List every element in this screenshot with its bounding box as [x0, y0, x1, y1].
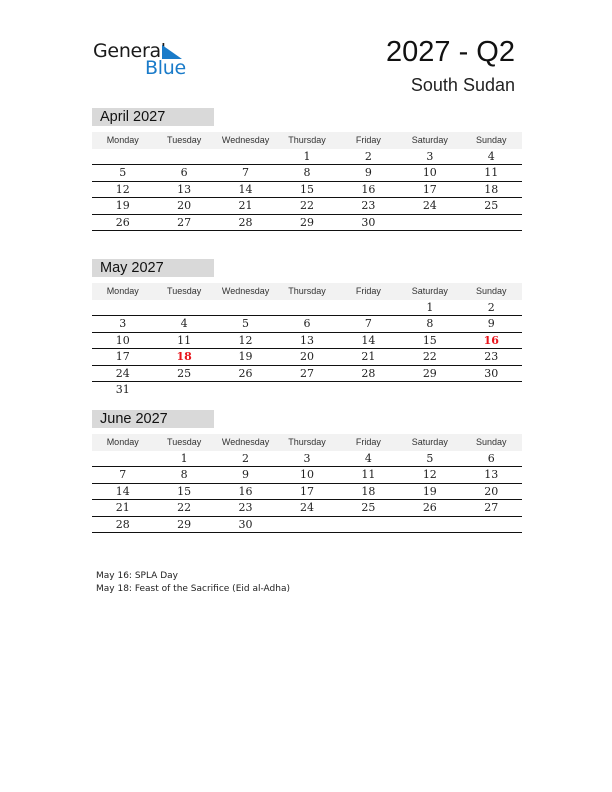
- week-row: [92, 333, 522, 349]
- day-cell: 6: [303, 317, 311, 331]
- week-row: [92, 366, 522, 382]
- day-cell: 16: [238, 484, 253, 498]
- day-cell: 19: [115, 199, 130, 213]
- holiday-day-cell: 18: [176, 350, 192, 364]
- day-cell: 22: [422, 350, 437, 364]
- day-cell: 24: [115, 366, 130, 380]
- weekday-header: Monday: [106, 437, 139, 447]
- weekday-header: Thursday: [288, 437, 326, 447]
- weekday-header: Saturday: [411, 437, 448, 447]
- day-cell: 17: [422, 182, 437, 196]
- empty-day-cell: [338, 300, 399, 315]
- day-cell: 1: [303, 150, 311, 163]
- day-cell: 4: [180, 317, 188, 331]
- weekday-header: Monday: [106, 286, 139, 296]
- day-cell: 15: [177, 484, 192, 498]
- day-cell: 12: [115, 182, 130, 196]
- day-cell: 1: [426, 301, 434, 314]
- week-row: [92, 484, 522, 500]
- day-cell: 16: [361, 182, 376, 196]
- holiday-note: May 16: SPLA Day: [96, 571, 178, 581]
- weekday-header: Sunday: [475, 135, 507, 145]
- page-title: 2027 - Q2: [386, 36, 515, 68]
- week-row: [92, 149, 522, 165]
- day-cell: 15: [422, 333, 437, 347]
- day-cell: 3: [119, 317, 127, 331]
- day-cell: 21: [115, 501, 130, 515]
- empty-day-cell: [338, 517, 399, 532]
- day-cell: 29: [177, 517, 192, 531]
- day-cell: 11: [484, 166, 499, 180]
- day-cell: 5: [426, 452, 434, 465]
- day-cell: 9: [487, 317, 495, 331]
- day-cell: 9: [242, 468, 250, 482]
- day-cell: 28: [115, 517, 130, 531]
- day-cell: 10: [115, 333, 130, 347]
- day-cell: 20: [299, 350, 314, 364]
- week-row: [92, 500, 522, 516]
- day-cell: 25: [177, 366, 192, 380]
- month-title: May 2027: [92, 259, 214, 277]
- empty-day-cell: [276, 300, 337, 315]
- weekday-header: Wednesday: [221, 286, 270, 296]
- weekday-header: Monday: [106, 135, 139, 145]
- empty-day-cell: [92, 149, 153, 164]
- week-row: [92, 300, 522, 316]
- day-cell: 5: [119, 166, 127, 180]
- day-cell: 28: [361, 366, 376, 380]
- day-cell: 6: [487, 452, 495, 465]
- week-row: [92, 382, 522, 398]
- day-cell: 22: [299, 199, 314, 213]
- day-cell: 14: [115, 484, 130, 498]
- month-title: June 2027: [92, 410, 214, 428]
- day-cell: 8: [180, 468, 188, 482]
- day-cell: 19: [422, 484, 437, 498]
- weekday-header: Tuesday: [167, 135, 202, 145]
- day-cell: 21: [361, 350, 376, 364]
- day-cell: 7: [364, 317, 372, 331]
- day-cell: 13: [484, 468, 499, 482]
- day-cell: 20: [484, 484, 499, 498]
- empty-day-cell: [338, 382, 399, 398]
- weekday-header: Wednesday: [221, 135, 270, 145]
- weekday-header: Sunday: [475, 437, 507, 447]
- day-cell: 13: [177, 182, 192, 196]
- day-cell: 15: [299, 182, 314, 196]
- week-row: [92, 349, 522, 365]
- weekday-header: Tuesday: [167, 437, 202, 447]
- day-cell: 23: [238, 501, 253, 515]
- weekday-header: Saturday: [411, 286, 448, 296]
- day-cell: 12: [238, 333, 253, 347]
- weekday-header: Thursday: [288, 135, 326, 145]
- week-row: [92, 215, 522, 231]
- day-cell: 20: [177, 199, 192, 213]
- day-cell: 22: [177, 501, 192, 515]
- country-name: South Sudan: [410, 75, 515, 95]
- day-cell: 5: [242, 317, 250, 331]
- day-cell: 24: [422, 199, 437, 213]
- empty-day-cell: [461, 517, 522, 532]
- day-cell: 21: [238, 199, 253, 213]
- day-cell: 9: [364, 166, 372, 180]
- empty-day-cell: [399, 215, 460, 230]
- day-cell: 19: [238, 350, 253, 364]
- day-cell: 17: [115, 350, 130, 364]
- day-cell: 29: [299, 215, 314, 229]
- day-cell: 8: [303, 166, 311, 180]
- month-may: [92, 259, 522, 398]
- day-cell: 31: [115, 382, 130, 396]
- day-cell: 27: [177, 215, 192, 229]
- day-cell: 6: [180, 166, 188, 180]
- empty-day-cell: [461, 215, 522, 230]
- empty-day-cell: [215, 382, 276, 398]
- day-cell: 25: [484, 199, 499, 213]
- generalblue-logo: [93, 40, 193, 80]
- weekday-header: Saturday: [411, 135, 448, 145]
- day-cell: 27: [484, 501, 499, 515]
- day-cell: 7: [242, 166, 250, 180]
- day-cell: 14: [361, 333, 376, 347]
- empty-day-cell: [276, 517, 337, 532]
- day-cell: 23: [361, 199, 376, 213]
- day-cell: 10: [299, 468, 314, 482]
- holiday-notes: [96, 570, 290, 595]
- empty-day-cell: [215, 300, 276, 315]
- day-cell: 11: [361, 468, 376, 482]
- day-cell: 12: [422, 468, 437, 482]
- day-cell: 18: [484, 182, 499, 196]
- month-june: [92, 410, 522, 533]
- empty-day-cell: [461, 382, 522, 398]
- week-row: [92, 316, 522, 332]
- empty-day-cell: [153, 300, 214, 315]
- weekday-header: Tuesday: [167, 286, 202, 296]
- empty-day-cell: [276, 382, 337, 398]
- weekday-header: Friday: [355, 135, 381, 145]
- day-cell: 28: [238, 215, 253, 229]
- weekday-header-row: [92, 132, 522, 149]
- day-cell: 2: [487, 301, 495, 314]
- weekday-header: Thursday: [288, 286, 326, 296]
- day-cell: 30: [238, 517, 253, 531]
- day-cell: 13: [299, 333, 314, 347]
- day-cell: 14: [238, 182, 253, 196]
- day-cell: 18: [361, 484, 376, 498]
- empty-day-cell: [215, 149, 276, 164]
- day-cell: 3: [303, 452, 311, 465]
- weekday-header-row: [92, 434, 522, 451]
- weekday-header: Friday: [355, 437, 381, 447]
- holiday-day-cell: 16: [483, 333, 499, 347]
- week-row: [92, 165, 522, 181]
- empty-day-cell: [399, 517, 460, 532]
- week-row: [92, 517, 522, 533]
- logo-text-general: General: [93, 40, 166, 62]
- day-cell: 1: [180, 452, 188, 465]
- day-cell: 4: [364, 452, 372, 465]
- day-cell: 2: [242, 452, 250, 465]
- weekday-header: Sunday: [475, 286, 507, 296]
- day-cell: 8: [426, 317, 434, 331]
- empty-day-cell: [92, 451, 153, 466]
- empty-day-cell: [153, 149, 214, 164]
- weekday-header-row: [92, 283, 522, 300]
- day-cell: 4: [487, 150, 495, 163]
- day-cell: 10: [422, 166, 437, 180]
- day-cell: 23: [484, 350, 499, 364]
- day-cell: 2: [364, 150, 372, 163]
- day-cell: 24: [299, 501, 314, 515]
- day-cell: 26: [115, 215, 130, 229]
- day-cell: 27: [299, 366, 314, 380]
- logo-text-blue: Blue: [145, 57, 186, 79]
- day-cell: 7: [119, 468, 127, 482]
- empty-day-cell: [92, 300, 153, 315]
- empty-day-cell: [399, 382, 460, 398]
- day-cell: 30: [361, 215, 376, 229]
- holiday-note: May 18: Feast of the Sacrifice (Eid al-Adha): [96, 583, 290, 594]
- day-cell: 11: [177, 333, 192, 347]
- day-cell: 25: [361, 501, 376, 515]
- weekday-header: Wednesday: [221, 437, 270, 447]
- week-row: [92, 182, 522, 198]
- day-cell: 17: [299, 484, 314, 498]
- day-cell: 29: [422, 366, 437, 380]
- day-cell: 26: [238, 366, 253, 380]
- month-title: April 2027: [92, 108, 214, 126]
- empty-day-cell: [153, 382, 214, 398]
- day-cell: 30: [484, 366, 499, 380]
- week-row: [92, 467, 522, 483]
- day-cell: 3: [426, 150, 434, 163]
- day-cell: 26: [422, 501, 437, 515]
- week-row: [92, 451, 522, 467]
- month-april: [92, 108, 522, 231]
- week-row: [92, 198, 522, 214]
- weekday-header: Friday: [355, 286, 381, 296]
